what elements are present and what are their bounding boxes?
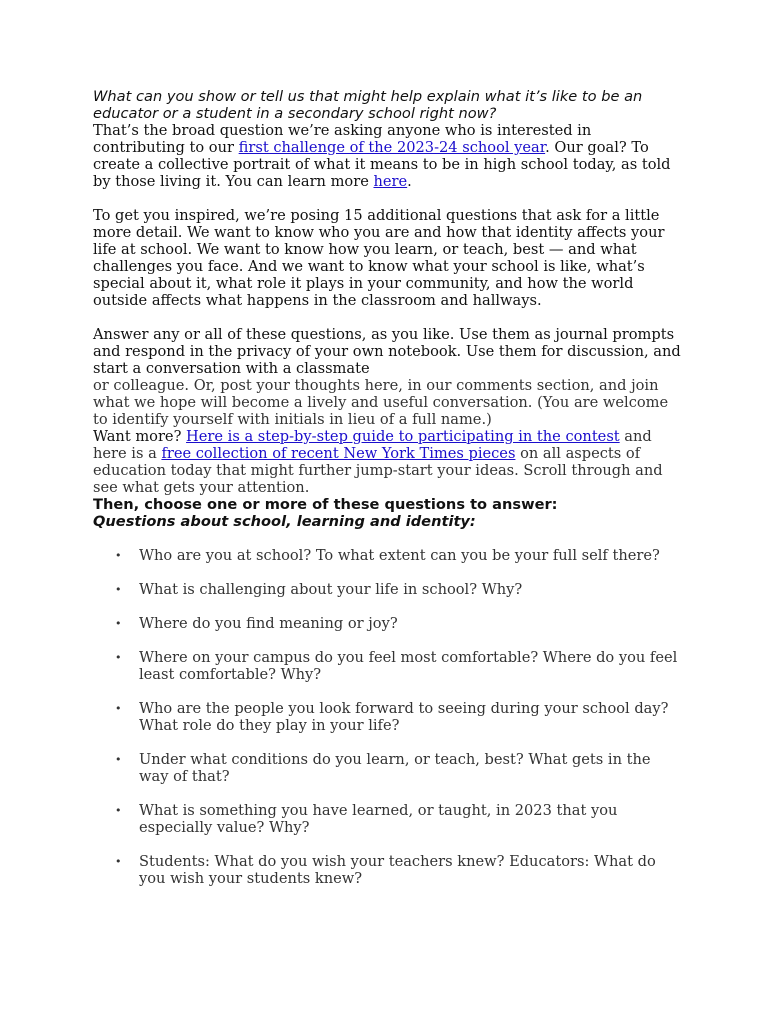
nyt-collection-link[interactable]: free collection of recent New York Times pieces <box>161 445 516 462</box>
learn-more-link[interactable]: here <box>373 173 408 190</box>
question-text: Where do you find meaning or joy? <box>139 615 398 632</box>
intro-text-b: . Our goal? To create a collective portrait of what it means to be in high school today, as told by those living it. You can learn more <box>93 139 671 190</box>
questions-list <box>93 547 683 887</box>
want-more-text-b: and here is a <box>93 428 652 462</box>
question-text: Where on your campus do you feel most comfortable? Where do you feel least comfortable? Why? <box>139 649 678 683</box>
section-heading: Questions about school, learning and identity: <box>93 513 476 530</box>
question-text: Students: What do you wish your teachers knew? Educators: What do you wish your students knew? <box>139 853 656 887</box>
intro-text-c: . <box>407 173 412 190</box>
bullet-icon: • <box>115 804 122 817</box>
list-item <box>93 581 683 598</box>
list-item <box>93 700 683 734</box>
spacer <box>93 190 683 207</box>
choose-heading: Then, choose one or more of these questions to answer: <box>93 496 558 513</box>
want-more-paragraph <box>93 428 683 496</box>
answer-paragraph-a: Answer any or all of these questions, as you like. Use them as journal prompts and respond in the privacy of your own notebook. Use them for discussion, and start a conversation with a classmate <box>93 326 681 377</box>
answer-paragraph-b: or colleague. Or, post your thoughts here, in our comments section, and join what we hope will become a lively and useful conversation. (You are welcome to identify yourself with initials in lieu of a full name.) <box>93 377 669 428</box>
question-text: Under what conditions do you learn, or teach, best? What gets in the way of that? <box>139 751 651 785</box>
want-more-text-a: Want more? <box>93 428 187 445</box>
list-item <box>93 615 683 632</box>
list-item <box>93 751 683 785</box>
bullet-icon: • <box>115 855 122 868</box>
list-item <box>93 802 683 836</box>
want-more-text-c: on all aspects of education today that might further jump-start your ideas. Scroll through and see what gets your attention. <box>93 445 663 496</box>
question-text: Who are you at school? To what extent can you be your full self there? <box>139 547 660 564</box>
bullet-icon: • <box>115 617 122 630</box>
first-challenge-link[interactable]: first challenge of the 2023-24 school year <box>238 139 546 156</box>
bullet-icon: • <box>115 702 122 715</box>
step-by-step-guide-link[interactable]: Here is a step-by-step guide to participating in the contest <box>186 428 620 445</box>
question-text: What is challenging about your life in school? Why? <box>139 581 523 598</box>
bullet-icon: • <box>115 753 122 766</box>
inspiration-paragraph: To get you inspired, we’re posing 15 additional questions that ask for a little more detail. We want to know who you are and how that identity affects your life at school. We want to know how you learn, or teach, best — and what challenges you face. And we want to know what your school is like, what’s special about it, what role it plays in your community, and how the world outside affects what happens in the classroom and hallways. <box>93 207 665 309</box>
spacer <box>93 309 683 326</box>
list-item <box>93 547 683 564</box>
bullet-icon: • <box>115 651 122 664</box>
list-item <box>93 649 683 683</box>
question-text: Who are the people you look forward to seeing during your school day? What role do they play in your life? <box>139 700 669 734</box>
list-item <box>93 853 683 887</box>
heading-question: What can you show or tell us that might help explain what it’s like to be an educator or a student in a secondary school right now? <box>93 88 643 122</box>
question-text: What is something you have learned, or taught, in 2023 that you especially value? Why? <box>139 802 618 836</box>
bullet-icon: • <box>115 549 122 562</box>
article-body <box>93 87 683 904</box>
bullet-icon: • <box>115 583 122 596</box>
intro-paragraph <box>93 122 683 190</box>
intro-text-a: That’s the broad question we’re asking anyone who is interested in contributing to our <box>93 122 592 156</box>
